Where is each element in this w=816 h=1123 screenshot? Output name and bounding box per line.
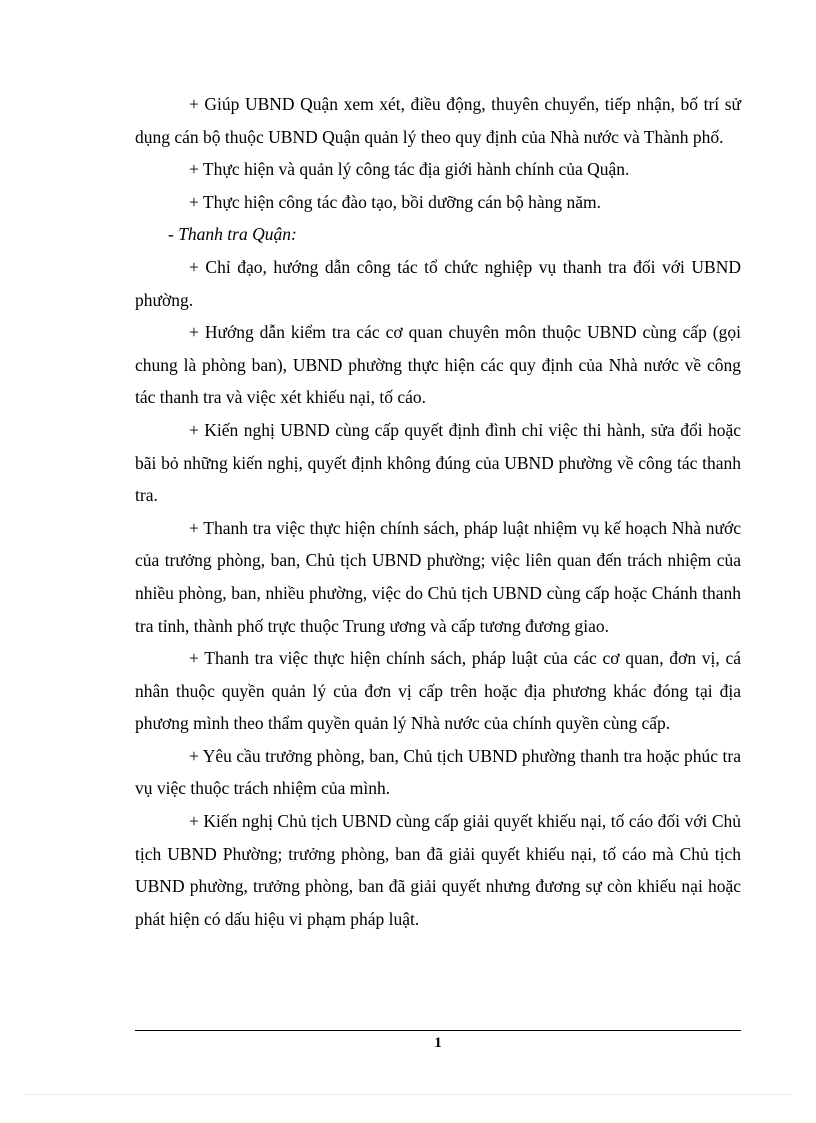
document-body: [135, 88, 741, 935]
paragraph-reinspection-request: + Yêu cầu trưởng phòng, ban, Chủ tịch UBND phường thanh tra hoặc phúc tra vụ việc thuộc trách nhiệm của mình.: [135, 745, 741, 799]
paragraph-inspection-guidance: + Chỉ đạo, hướng dẫn công tác tổ chức nghiệp vụ thanh tra đối với UBND phường.: [135, 256, 741, 310]
paragraph-inspection-checking: + Hướng dẫn kiểm tra các cơ quan chuyên môn thuộc UBND cùng cấp (gọi chung là phòng ban), UBND phường thực hiện các quy định của Nhà nước về công tác thanh tra và việc xét khiếu nại, tố cáo.: [135, 322, 741, 408]
paragraph-agency-inspection: + Thanh tra việc thực hiện chính sách, pháp luật của các cơ quan, đơn vị, cá nhân thuộc quyền quản lý của đơn vị cấp trên hoặc địa phương khác đóng tại địa phương mình theo thẩm quyền quản lý Nhà nước của chính quyền cùng cấp.: [135, 648, 741, 734]
paragraph-complaint-resolution: + Kiến nghị Chủ tịch UBND cùng cấp giải quyết khiếu nại, tố cáo đối với Chủ tịch UBND Phường; trưởng phòng, ban đã giải quyết khiếu nại, tố cáo mà Chủ tịch UBND phường, trưởng phòng, ban đã giải quyết nhưng đương sự còn khiếu nại hoặc phát hiện có dấu hiệu vi phạm pháp luật.: [135, 811, 741, 929]
footer-divider: [135, 1030, 741, 1031]
section-heading-district-inspectorate: - Thanh tra Quận:: [168, 224, 297, 245]
page-bottom-dotted-line: [25, 1094, 791, 1095]
paragraph-staff-training: + Thực hiện công tác đào tạo, bồi dưỡng cán bộ hàng năm.: [189, 191, 601, 212]
paragraph-staff-transfer: + Giúp UBND Quận xem xét, điều động, thuyên chuyển, tiếp nhận, bố trí sử dụng cán bộ thuộc UBND Quận quản lý theo quy định của Nhà nước và Thành phố.: [135, 94, 741, 147]
paragraph-suspension-proposal: + Kiến nghị UBND cùng cấp quyết định đình chỉ việc thi hành, sửa đổi hoặc bãi bỏ những kiến nghị, quyết định không đúng của UBND phường về công tác thanh tra.: [135, 419, 741, 506]
page-number: 1: [434, 1035, 442, 1051]
paragraph-administrative-boundary: + Thực hiện và quản lý công tác địa giới hành chính của Quận.: [189, 159, 630, 180]
paragraph-policy-inspection: + Thanh tra việc thực hiện chính sách, pháp luật nhiệm vụ kế hoạch Nhà nước của trưởng phòng, ban, Chủ tịch UBND phường; việc liên quan đến trách nhiệm của nhiều phòng, ban, nhiều phường, việc do Chủ tịch UBND cùng cấp hoặc Chánh thanh tra tỉnh, thành phố trực thuộc Trung ương và cấp tương đương giao.: [135, 517, 741, 636]
